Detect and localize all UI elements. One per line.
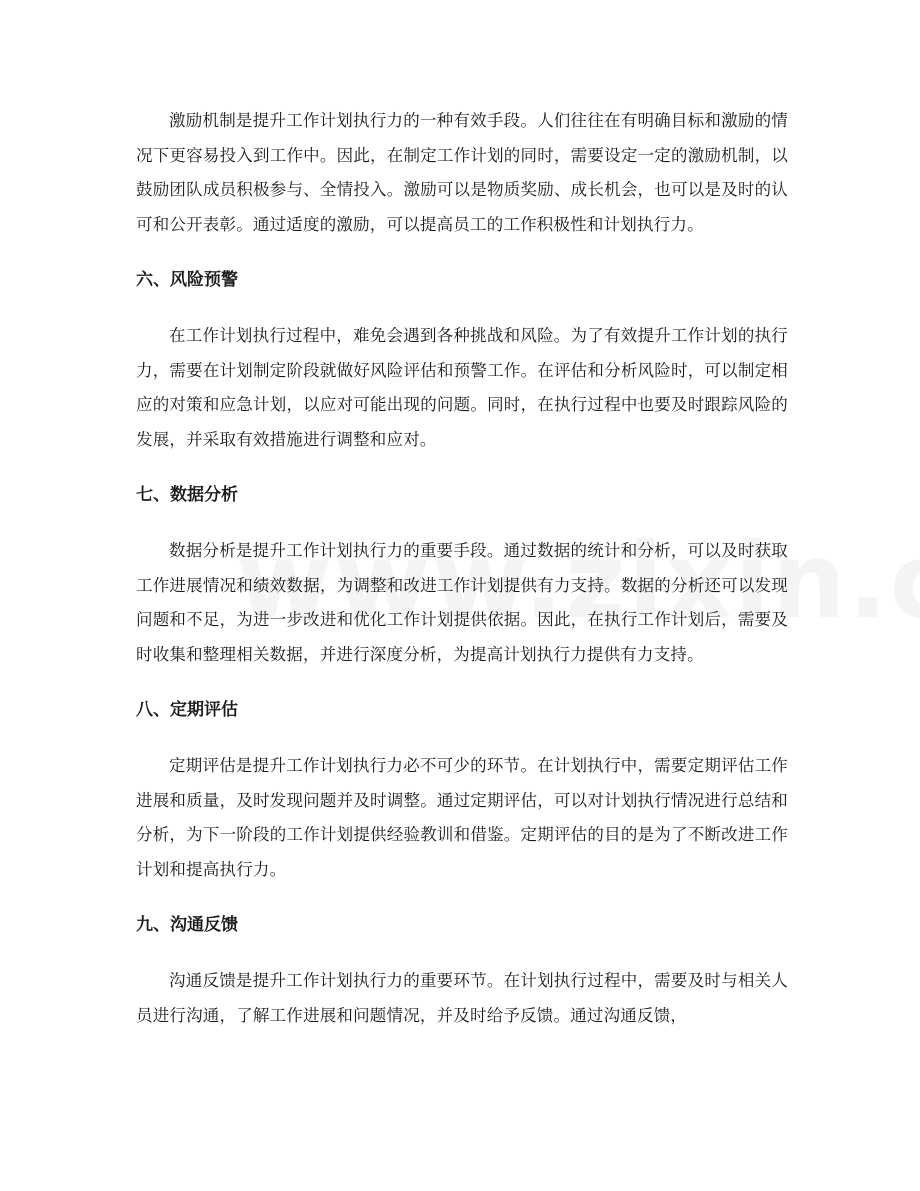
heading-risk-warning: 六、风险预警	[136, 270, 238, 290]
heading-periodic-evaluation: 八、定期评估	[136, 700, 238, 720]
document-page	[136, 100, 788, 1033]
heading-communication-feedback: 九、沟通反馈	[136, 915, 238, 935]
paragraph-communication-feedback: 沟通反馈是提升工作计划执行力的重要环节。在计划执行过程中，需要及时与相关人员进行沟通，了解工作进展和问题情况，并及时给予反馈。通过沟通反馈，	[136, 971, 788, 1025]
paragraph-risk-warning: 在工作计划执行过程中，难免会遇到各种挑战和风险。为了有效提升工作计划的执行力，需要在计划制定阶段就做好风险评估和预警工作。在评估和分析风险时，可以制定相应的对策和应急计划，以应对可能出现的问题。同时，在执行过程中也要及时跟踪风险的发展，并采取有效措施进行调整和应对。	[136, 326, 788, 449]
paragraph-periodic-evaluation: 定期评估是提升工作计划执行力必不可少的环节。在计划执行中，需要定期评估工作进展和质量，及时发现问题并及时调整。通过定期评估，可以对计划执行情况进行总结和分析，为下一阶段的工作计划提供经验教训和借鉴。定期评估的目的是为了不断改进工作计划和提高执行力。	[136, 756, 788, 879]
heading-data-analysis: 七、数据分析	[136, 485, 238, 505]
paragraph-data-analysis: 数据分析是提升工作计划执行力的重要手段。通过数据的统计和分析，可以及时获取工作进展情况和绩效数据，为调整和改进工作计划提供有力支持。数据的分析还可以发现问题和不足，为进一步改进和优化工作计划提供依据。因此，在执行工作计划后，需要及时收集和整理相关数据，并进行深度分析，为提高计划执行力提供有力支持。	[136, 541, 788, 664]
paragraph-incentive: 激励机制是提升工作计划执行力的一种有效手段。人们往往在有明确目标和激励的情况下更容易投入到工作中。因此，在制定工作计划的同时，需要设定一定的激励机制，以鼓励团队成员积极参与、全情投入。激励可以是物质奖励、成长机会，也可以是及时的认可和公开表彰。通过适度的激励，可以提高员工的工作积极性和计划执行力。	[136, 111, 788, 234]
